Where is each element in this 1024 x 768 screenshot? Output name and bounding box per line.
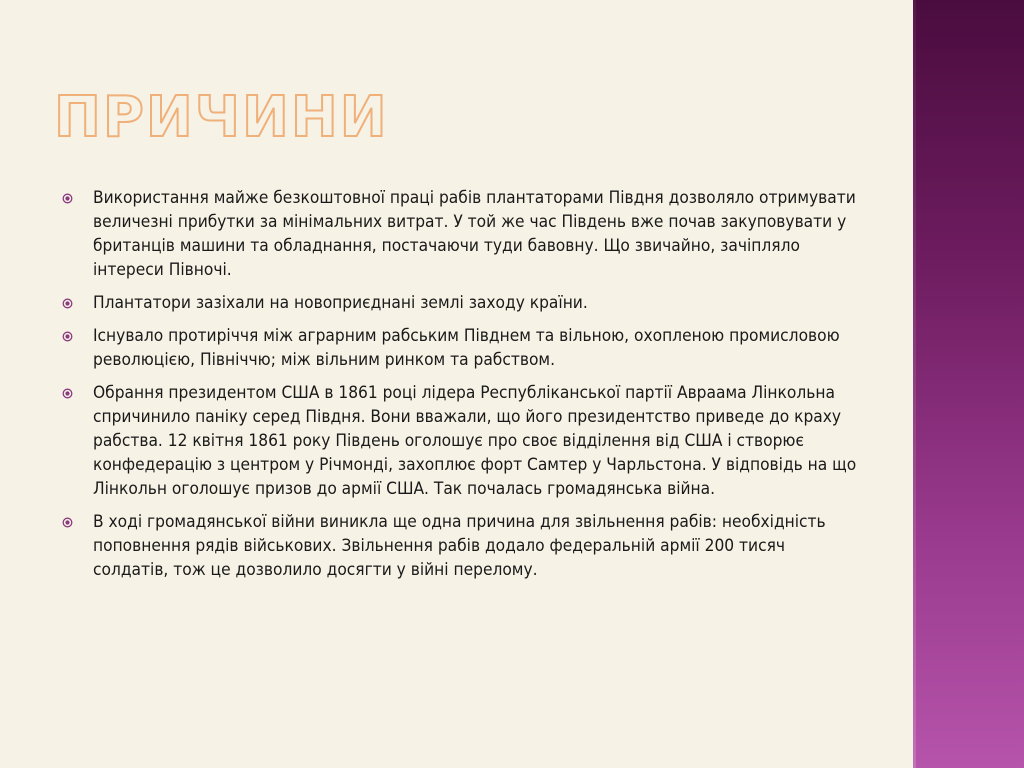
side-decorative-band [913, 0, 1024, 768]
bullet-text: Обрання президентом США в 1861 році лідера Республіканської партії Авраама Лінкольна спричинило паніку серед Півдня. Вони вважали, що його президентство приведе до краху рабства. 12 квітня 1861 року Південь оголошує про своє відділення від США і створює конфедерацію з центром у Річмонді, захоплює форт Самтер у Чарльстона. У відповідь на що Лінкольн оголошує призов до армії США. Так почалась громадянська війна. [93, 383, 857, 499]
side-band-edge [913, 0, 916, 768]
bullet-item-4 [60, 381, 860, 501]
bullet-text: В ході громадянської війни виникла ще одна причина для звільнення рабів: необхідність поповнення рядів військових. Звільнення рабів додало федеральній армії 200 тисяч солдатів, тож це дозволило досягти у війні перелому. [93, 512, 826, 580]
bullet-item-1 [60, 186, 860, 282]
slide-title: ПРИЧИНИ [54, 85, 389, 150]
bullet-item-3 [60, 324, 860, 372]
bullet-text: Плантатори зазіхали на новоприєднані землі заходу країни. [93, 293, 588, 313]
circle-bullet-icon [62, 298, 73, 309]
circle-bullet-icon [62, 517, 73, 528]
bullet-item-5 [60, 510, 860, 582]
circle-bullet-icon [62, 331, 73, 342]
bullet-text: Використання майже безкоштовної праці рабів плантаторами Півдня дозволяло отримувати величезні прибутки за мінімальних витрат. У той же час Південь вже почав закуповувати у британців машини та обладнання, постачаючи туди бавовну. Що звичайно, зачіпляло інтереси Півночі. [93, 188, 856, 280]
bullet-item-2 [60, 291, 860, 315]
circle-bullet-icon [62, 193, 73, 204]
bullet-list [60, 186, 860, 591]
circle-bullet-icon [62, 388, 73, 399]
bullet-text: Існувало протиріччя між аграрним рабським Півднем та вільною, охопленою промисловою революцією, Північчю; між вільним ринком та рабством. [93, 326, 840, 370]
